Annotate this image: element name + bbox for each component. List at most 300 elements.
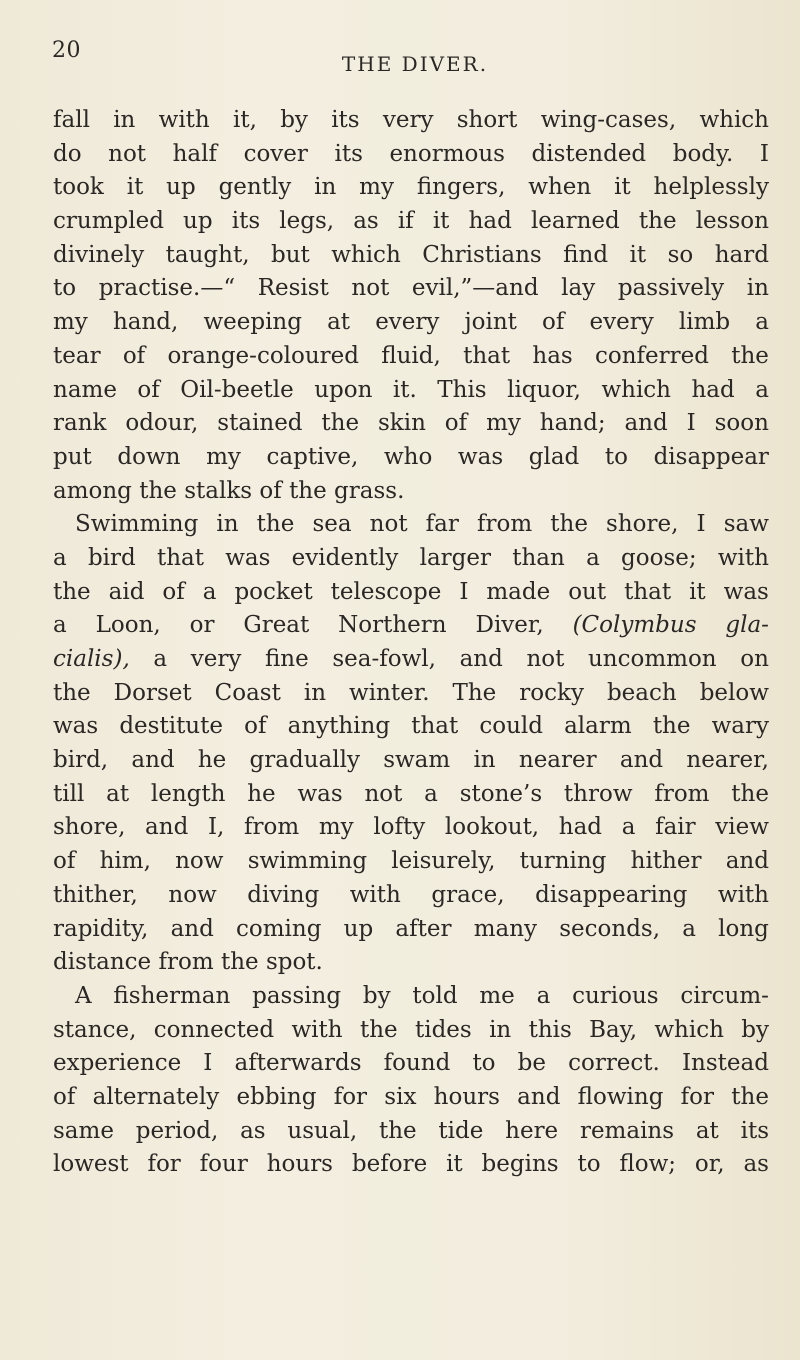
word: afterwards [234,1050,362,1077]
word: from [477,511,533,538]
word: helplessly [653,174,769,201]
word: I [203,1050,213,1077]
word: a [202,578,217,605]
word: was [53,713,99,740]
word: had [468,208,512,235]
word: conferred [594,342,709,369]
text-line [53,980,769,1014]
text-line [53,475,769,509]
word: of [259,477,282,504]
word: from [158,949,214,976]
text-line [53,1081,769,1115]
word: stained [217,410,303,437]
word: flowing [577,1083,664,1110]
word: diving [247,881,320,908]
word: in [489,1016,512,1043]
word: I [696,511,706,538]
word: A [75,982,92,1009]
word: in [746,275,769,302]
word: a [755,309,769,336]
word: Coast [214,679,281,706]
word: do [53,140,82,167]
word: fluid, [381,342,441,369]
word: learned [530,208,620,235]
word: aid [108,578,145,605]
word: the [638,208,677,235]
text-line [53,104,769,138]
word: the [550,511,588,538]
word: for [680,1083,715,1110]
word: the [321,410,360,437]
word: was [723,578,769,605]
word: a [153,646,168,672]
word: on [740,646,769,672]
text-line [53,374,769,408]
word: six [384,1083,417,1110]
word: many [473,915,538,942]
word: as [743,1151,769,1178]
text-line [53,1047,769,1081]
word: from [244,814,300,841]
word: shore, [606,511,679,538]
word: it [446,1151,463,1178]
word: hither [630,848,702,875]
word: now [175,848,224,875]
word: throw [563,780,633,807]
word: when [528,174,592,201]
word: with [717,544,769,571]
word: with [158,107,210,133]
word: and [131,747,175,774]
word: of [122,342,146,369]
word: a [682,915,696,942]
page-number: 20 [52,38,81,63]
word: sea-fowl, [332,646,436,672]
word: of [444,410,468,437]
word: told [412,982,458,1009]
word: or [189,612,215,639]
word: to [472,1050,496,1077]
word: I [759,140,769,167]
text-line [53,744,769,778]
word: begins [481,1151,559,1178]
word: by [741,1016,769,1043]
word: (Colymbus [572,612,697,639]
word: my [318,814,354,841]
word: experience [53,1050,182,1077]
word: crumpled [53,208,164,235]
word: than [512,544,565,571]
word: enormous [389,140,505,167]
word: I [686,410,696,437]
word: by [280,107,308,133]
text-line [53,946,769,980]
word: lowest [53,1151,129,1178]
word: every [375,309,440,336]
word: in [216,511,239,538]
text-line [53,508,769,542]
word: a [621,814,636,841]
text-line [53,1148,769,1182]
word: it [432,208,450,235]
word: the [731,780,769,807]
word: joint [464,309,517,336]
word: four [199,1151,248,1178]
word: of [53,1083,76,1110]
word: up [343,915,374,942]
word: shore, [53,814,126,841]
word: fine [264,646,309,672]
word: liquor, [507,376,581,403]
word: orange-coloured [167,342,360,369]
word: was [457,443,504,470]
word: in [314,174,337,201]
word: hours [433,1083,500,1110]
word: divinely [53,241,145,268]
text-line [53,407,769,441]
word: Northern [338,612,447,639]
word: I [459,578,469,605]
word: Diver, [475,612,544,639]
word: Loon, [95,612,161,639]
word: a [586,544,600,571]
word: beach [606,679,677,706]
word: cialis), [53,646,130,672]
word: of [53,848,76,875]
text-line [53,272,769,306]
word: or, [694,1151,725,1178]
word: found [383,1050,451,1077]
word: find [563,241,609,268]
text-line [53,171,769,205]
word: the [731,342,769,369]
word: name [53,376,117,403]
word: bird [87,544,136,571]
word: I, [207,814,225,841]
word: a [755,376,769,403]
word: it [629,241,647,268]
word: view [715,814,769,841]
word: with [349,881,401,908]
word: passing [252,982,342,1009]
word: disappearing [535,881,688,908]
text-line [53,1014,769,1048]
word: alternately [92,1083,220,1110]
word: this [528,1016,572,1043]
word: limb [678,309,731,336]
word: seconds, [559,915,661,942]
word: rank [53,410,107,437]
word: of [244,713,267,740]
word: hand, [112,309,179,336]
word: had [558,814,603,841]
word: rapidity, [53,915,149,942]
text-line [53,340,769,374]
word: wing-cases, [540,107,677,133]
word: its [331,107,360,133]
word: larger [419,544,492,571]
word: hours [266,1151,333,1178]
word: a [53,612,67,639]
word: the [359,1016,398,1043]
word: was [297,780,343,807]
word: made [486,578,551,605]
word: that [624,578,672,605]
word: among [53,477,132,504]
word: and [725,848,769,875]
word: soon [714,410,769,437]
word: a [424,780,438,807]
word: it [126,174,144,201]
word: turning [519,848,607,875]
text-line [53,239,769,273]
word: lesson [695,208,769,235]
word: half [172,140,218,167]
word: fingers, [416,174,506,201]
word: my [486,410,521,437]
word: correct. [568,1050,660,1077]
word: gently [218,174,292,201]
word: evil,”—and [411,275,539,302]
word: This [437,376,487,403]
word: telescope [330,578,442,605]
word: saw [723,511,769,538]
word: my [206,443,241,470]
word: my [359,174,394,201]
word: legs, [279,208,335,235]
text-line [53,811,769,845]
word: coming [236,915,322,942]
word: skin [377,410,426,437]
text-line [53,643,769,677]
word: for [333,1083,368,1110]
word: at [106,780,130,807]
word: goose; [621,544,697,571]
word: grace, [431,881,505,908]
word: up [166,174,196,201]
word: hand; [539,410,606,437]
word: Oil-beetle [180,376,294,403]
word: so [667,241,694,268]
word: lookout, [444,814,540,841]
word: spot. [265,949,323,976]
word: remains [579,1117,675,1144]
running-head: THE DIVER. [341,52,489,76]
word: it. [392,376,417,403]
text-line [53,609,769,643]
word: body. [672,140,734,167]
text-line [53,441,769,475]
word: before [351,1151,428,1178]
body-text [53,104,769,1182]
word: passively [617,275,725,302]
word: odour, [125,410,199,437]
text-line [53,205,769,239]
word: practise.—“ [98,275,236,302]
word: up [183,208,213,235]
word: the [220,949,259,976]
word: circum- [680,982,769,1009]
word: its [334,140,363,167]
word: the [139,477,177,504]
word: it [689,578,706,605]
word: the [53,679,91,706]
word: swimming [247,848,368,875]
word: of [137,376,160,403]
word: in [303,679,327,706]
word: nearer, [686,747,769,774]
word: and [145,814,189,841]
word: was [225,544,271,571]
word: hard [714,241,769,268]
word: very [382,107,434,133]
word: Instead [681,1050,769,1077]
word: the [731,1083,769,1110]
word: stone’s [459,780,543,807]
word: below [699,679,769,706]
word: the [652,713,691,740]
word: pocket [234,578,313,605]
word: destitute [119,713,223,740]
word: me [479,982,515,1009]
word: its [231,208,261,235]
word: as [353,208,379,235]
word: tear [53,342,101,369]
word: uncommon [587,646,717,672]
word: in [473,747,496,774]
word: connected [153,1016,275,1043]
word: the [256,511,295,538]
word: here [505,1117,559,1144]
word: every [589,309,654,336]
word: not [351,275,390,302]
word: fisherman [113,982,231,1009]
word: out [568,578,607,605]
word: lofty [373,814,426,841]
word: which [331,241,401,268]
word: and [517,1083,561,1110]
word: disappear [653,443,769,470]
word: to [604,443,628,470]
word: taught, [165,241,250,268]
word: by [362,982,391,1009]
text-line [53,845,769,879]
word: could [479,713,543,740]
word: in [113,107,136,133]
text-line [53,306,769,340]
word: Resist [257,275,329,302]
word: Great [243,612,310,639]
word: flow; [619,1151,677,1178]
word: rocky [519,679,584,706]
word: he [197,747,227,774]
word: at [327,309,351,336]
word: Swimming [75,511,199,538]
word: he [247,780,276,807]
word: it [614,174,631,201]
word: glad [528,443,580,470]
word: ebbing [236,1083,317,1110]
word: the [378,1117,417,1144]
word: it, [233,107,257,133]
word: gla- [725,612,769,639]
word: had [691,376,735,403]
word: which [699,107,769,133]
word: and [459,646,503,672]
text-line [53,677,769,711]
word: wary [711,713,769,740]
word: fall [53,107,90,133]
word: usual, [287,1117,358,1144]
word: down [117,443,181,470]
word: stalks [184,477,253,504]
word: same [53,1117,114,1144]
word: a [53,544,67,571]
word: leisurely, [391,848,496,875]
word: very [190,646,242,672]
word: but [270,241,310,268]
word: tide [438,1117,484,1144]
word: sea [312,511,352,538]
word: thither, [53,881,138,908]
word: not [526,646,565,672]
word: that [156,544,204,571]
word: distended [531,140,647,167]
word: alarm [564,713,632,740]
word: of [542,309,565,336]
word: to [577,1151,601,1178]
word: has [532,342,573,369]
word: fair [655,814,696,841]
word: nearer [518,747,597,774]
word: a [536,982,551,1009]
word: to [53,275,77,302]
word: from [654,780,710,807]
word: weeping [203,309,302,336]
word: Dorset [113,679,192,706]
word: for [147,1151,181,1178]
text-line [53,710,769,744]
word: tides [414,1016,472,1043]
word: grass. [334,477,405,504]
word: that [411,713,459,740]
text-line [53,576,769,610]
word: stance, [53,1016,137,1043]
word: far [425,511,459,538]
word: now [168,881,217,908]
word: lay [561,275,596,302]
word: the [289,477,327,504]
word: that [463,342,511,369]
word: took [53,174,104,201]
word: the [53,578,91,605]
word: curious [572,982,659,1009]
word: with [291,1016,343,1043]
text-line [53,913,769,947]
word: short [456,107,518,133]
word: long [718,915,769,942]
word: Bay, [589,1016,638,1043]
word: length [150,780,226,807]
word: and [624,410,668,437]
text-line [53,778,769,812]
word: swam [383,747,451,774]
word: cover [243,140,308,167]
word: captive, [266,443,359,470]
word: not [108,140,147,167]
text-line [53,879,769,913]
word: evidently [291,544,399,571]
